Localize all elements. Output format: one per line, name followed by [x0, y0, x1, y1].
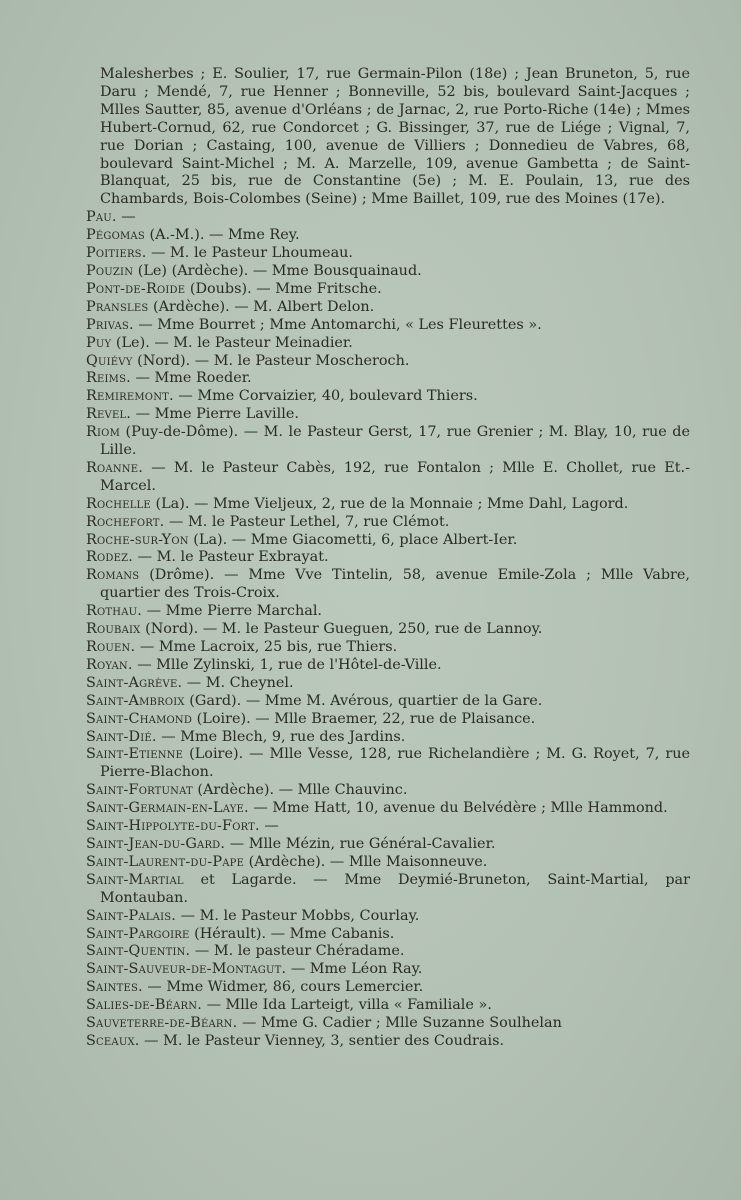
- place-name: Reims.: [86, 370, 131, 387]
- list-item: [86, 675, 690, 693]
- entry-text: — Mme Blech, 9, rue des Jardins.: [161, 728, 406, 745]
- place-name: Saint-Agrève.: [86, 674, 183, 691]
- entry-text: —: [121, 209, 136, 226]
- entry-text: (Le). — M. le Pasteur Meinadier.: [115, 334, 353, 351]
- entry-text: — Mme Hatt, 10, avenue du Belvédère ; Mlle Hammond.: [253, 800, 668, 817]
- place-name: Saint-Quentin.: [86, 943, 191, 960]
- list-item: [86, 66, 690, 209]
- entry-text: — M. le Pasteur Mobbs, Courlay.: [180, 907, 420, 924]
- list-item: [86, 657, 690, 675]
- list-item: [86, 567, 690, 603]
- list-item: [86, 836, 690, 854]
- place-name: Remiremont.: [86, 388, 174, 405]
- entry-text: Malesherbes ; E. Soulier, 17, rue Germain-Pilon (18e) ; Jean Bruneton, 5, rue Daru ; Mendé, 7, rue Henner ; Bonneville, 52 bis, boulevard Saint-Jacques ; Mlles Sautter, 85, avenue d'Orléans ; de Jarnac, 2, rue Porto-Riche (14e) ; Mmes Hubert-Cornud, 62, rue Condorcet ; G. Bissinger, 37, rue de Liége ; Vignal, 7, rue Dorian ; Castaing, 100, avenue de Villiers ; Donnedieu de Vabres, 68, boulevard Saint-Michel ; M. A. Marzelle, 109, avenue Gambetta ; de Saint-Blanquat, 25 bis, rue de Constantine (5e) ; M. E. Poulain, 13, rue des Chambards, Bois-Colombes (Seine) ; Mme Baillet, 109, rue des Moines (17e).: [100, 66, 690, 208]
- entry-text: — M. le Pasteur Vienney, 3, sentier des Coudrais.: [144, 1032, 505, 1049]
- place-name: Rochelle: [86, 495, 151, 512]
- entry-text: (Ardèche). — Mlle Chauvinc.: [197, 782, 408, 799]
- place-name: Saint-Dié.: [86, 728, 157, 745]
- place-name: Riom: [86, 424, 121, 441]
- list-item: [86, 782, 690, 800]
- place-name: Saint-Ambroix: [86, 692, 185, 709]
- list-item: [86, 299, 690, 317]
- place-name: Puy: [86, 334, 112, 351]
- entry-text: (Le) (Ardèche). — Mme Bousquainaud.: [137, 262, 422, 279]
- list-item: [86, 335, 690, 353]
- entry-text: (La). — Mme Giacometti, 6, place Albert-Ier.: [193, 531, 518, 548]
- list-item: [86, 818, 690, 836]
- entry-text: — M. le Pasteur Exbrayat.: [137, 549, 329, 566]
- place-name: Saint-Chamond: [86, 710, 193, 727]
- place-name: Roanne.: [86, 459, 144, 476]
- list-item: [86, 370, 690, 388]
- entry-text: — Mme Widmer, 86, cours Lemercier.: [147, 979, 424, 996]
- entry-text: (Gard). — Mme M. Avérous, quartier de la Gare.: [189, 692, 543, 709]
- place-name: Saint-Fortunat: [86, 782, 193, 799]
- entry-text: — Mme Corvaizier, 40, boulevard Thiers.: [178, 388, 478, 405]
- entry-text: — M. le pasteur Chéradame.: [194, 943, 405, 960]
- list-item: [86, 281, 690, 299]
- list-item: [86, 209, 690, 227]
- entry-text: — Mlle Mézin, rue Général-Cavalier.: [229, 835, 496, 852]
- entry-text: (A.-M.). — Mme Rey.: [149, 227, 300, 244]
- list-item: [86, 549, 690, 567]
- place-name: Pransles: [86, 298, 149, 315]
- entry-text: (Hérault). — Mme Cabanis.: [194, 925, 395, 942]
- place-name: Saint-Palais.: [86, 907, 177, 924]
- place-name: Saint-Pargoire: [86, 925, 190, 942]
- place-name: Rodez.: [86, 549, 134, 566]
- entry-text: (Puy-de-Dôme). — M. le Pasteur Gerst, 17, rue Grenier ; M. Blay, 10, rue de Lille.: [100, 424, 690, 459]
- place-name: Pau.: [86, 209, 117, 226]
- entry-text: — Mme Roeder.: [135, 370, 252, 387]
- entry-text: (Doubs). — Mme Fritsche.: [189, 280, 382, 297]
- entry-text: (Loire). — Mlle Vesse, 128, rue Richelandière ; M. G. Royet, 7, rue Pierre-Blachon.: [100, 746, 690, 781]
- place-name: Saint-Hippolyte-du-Fort.: [86, 818, 260, 835]
- place-name: Pont-de-Roide: [86, 280, 186, 297]
- list-item: [86, 388, 690, 406]
- list-item: [86, 227, 690, 245]
- place-name: Saintes.: [86, 979, 143, 996]
- entry-text: — Mme Léon Ray.: [290, 961, 423, 978]
- place-name: Saint-Jean-du-Gard.: [86, 835, 226, 852]
- place-name: Sceaux.: [86, 1032, 140, 1049]
- list-item: [86, 746, 690, 782]
- list-item: [86, 943, 690, 961]
- list-item: [86, 979, 690, 997]
- list-item: [86, 245, 690, 263]
- place-name: Saint-Laurent-du-Pape: [86, 853, 245, 870]
- place-name: Privas.: [86, 316, 134, 333]
- place-name: Rouen.: [86, 639, 136, 655]
- place-name: Pégomas: [86, 227, 145, 244]
- entry-text: (La). — Mme Vieljeux, 2, rue de la Monnaie ; Mme Dahl, Lagord.: [155, 495, 629, 512]
- list-item: [86, 424, 690, 460]
- list-item: [86, 997, 690, 1015]
- list-item: [86, 693, 690, 711]
- entry-text: (Ardèche). — M. Albert Delon.: [153, 298, 375, 315]
- list-item: [86, 317, 690, 335]
- place-name: Saint-Etienne: [86, 746, 184, 763]
- list-item: [86, 800, 690, 818]
- entry-text: et Lagarde. — Mme Deymié-Bruneton, Saint-Martial, par Montauban.: [100, 871, 690, 906]
- list-item: [86, 961, 690, 979]
- list-item: [86, 639, 690, 657]
- list-item: [86, 532, 690, 550]
- list-item: [86, 406, 690, 424]
- entry-text: (Nord). — M. le Pasteur Moscheroch.: [137, 352, 410, 369]
- list-item: [86, 729, 690, 747]
- list-item: [86, 926, 690, 944]
- list-item: [86, 711, 690, 729]
- list-item: [86, 621, 690, 639]
- directory-list: [86, 66, 690, 1051]
- entry-text: — Mme Lacroix, 25 bis, rue Thiers.: [139, 639, 398, 655]
- place-name: Saint-Sauveur-de-Montagut.: [86, 961, 287, 978]
- entry-text: — Mme G. Cadier ; Mlle Suzanne Soulhelan: [241, 1015, 562, 1032]
- place-name: Pouzin: [86, 262, 134, 279]
- entry-text: — M. Cheynel.: [186, 674, 294, 691]
- place-name: Roubaix: [86, 621, 141, 638]
- entry-text: (Ardèche). — Mlle Maisonneuve.: [248, 853, 488, 870]
- place-name: Saint-Martial: [86, 871, 184, 888]
- list-item: [86, 872, 690, 908]
- entry-text: — M. le Pasteur Lhoumeau.: [151, 245, 353, 262]
- entry-text: — Mlle Zylinski, 1, rue de l'Hôtel-de-Ville.: [137, 656, 442, 673]
- place-name: Revel.: [86, 406, 132, 423]
- entry-text: (Nord). — M. le Pasteur Gueguen, 250, rue de Lannoy.: [145, 621, 543, 638]
- list-item: [86, 353, 690, 371]
- entry-text: — Mme Pierre Laville.: [135, 406, 299, 423]
- place-name: Sauveterre-de-Béarn.: [86, 1015, 238, 1032]
- list-item: [86, 496, 690, 514]
- entry-text: — M. le Pasteur Lethel, 7, rue Clémot.: [169, 513, 450, 530]
- entry-text: — Mme Bourret ; Mme Antomarchi, « Les Fleurettes ».: [138, 316, 542, 333]
- list-item: [86, 263, 690, 281]
- list-item: [86, 514, 690, 532]
- place-name: Rochefort.: [86, 513, 165, 530]
- place-name: Romans: [86, 567, 140, 584]
- list-item: [86, 460, 690, 496]
- list-item: [86, 1015, 690, 1033]
- list-item: [86, 1033, 690, 1051]
- list-item: [86, 854, 690, 872]
- place-name: Quiévy: [86, 352, 133, 369]
- entry-text: — M. le Pasteur Cabès, 192, rue Fontalon ; Mlle E. Chollet, rue Et.-Marcel.: [100, 459, 690, 494]
- place-name: Poitiers.: [86, 245, 147, 262]
- place-name: Rothau.: [86, 603, 143, 620]
- place-name: Salies-de-Béarn.: [86, 997, 203, 1014]
- entry-text: (Drôme). — Mme Vve Tintelin, 58, avenue Emile-Zola ; Mlle Vabre, quartier des Trois-Croix.: [100, 567, 691, 602]
- entry-text: — Mme Pierre Marchal.: [146, 603, 323, 620]
- place-name: Roche-sur-Yon: [86, 531, 189, 548]
- entry-text: —: [264, 818, 279, 835]
- entry-text: (Loire). — Mlle Braemer, 22, rue de Plaisance.: [196, 710, 536, 727]
- place-name: Royan.: [86, 656, 133, 673]
- entry-text: — Mlle Ida Larteigt, villa « Familiale ».: [206, 997, 492, 1014]
- list-item: [86, 908, 690, 926]
- list-item: [86, 603, 690, 621]
- place-name: Saint-Germain-en-Laye.: [86, 800, 249, 817]
